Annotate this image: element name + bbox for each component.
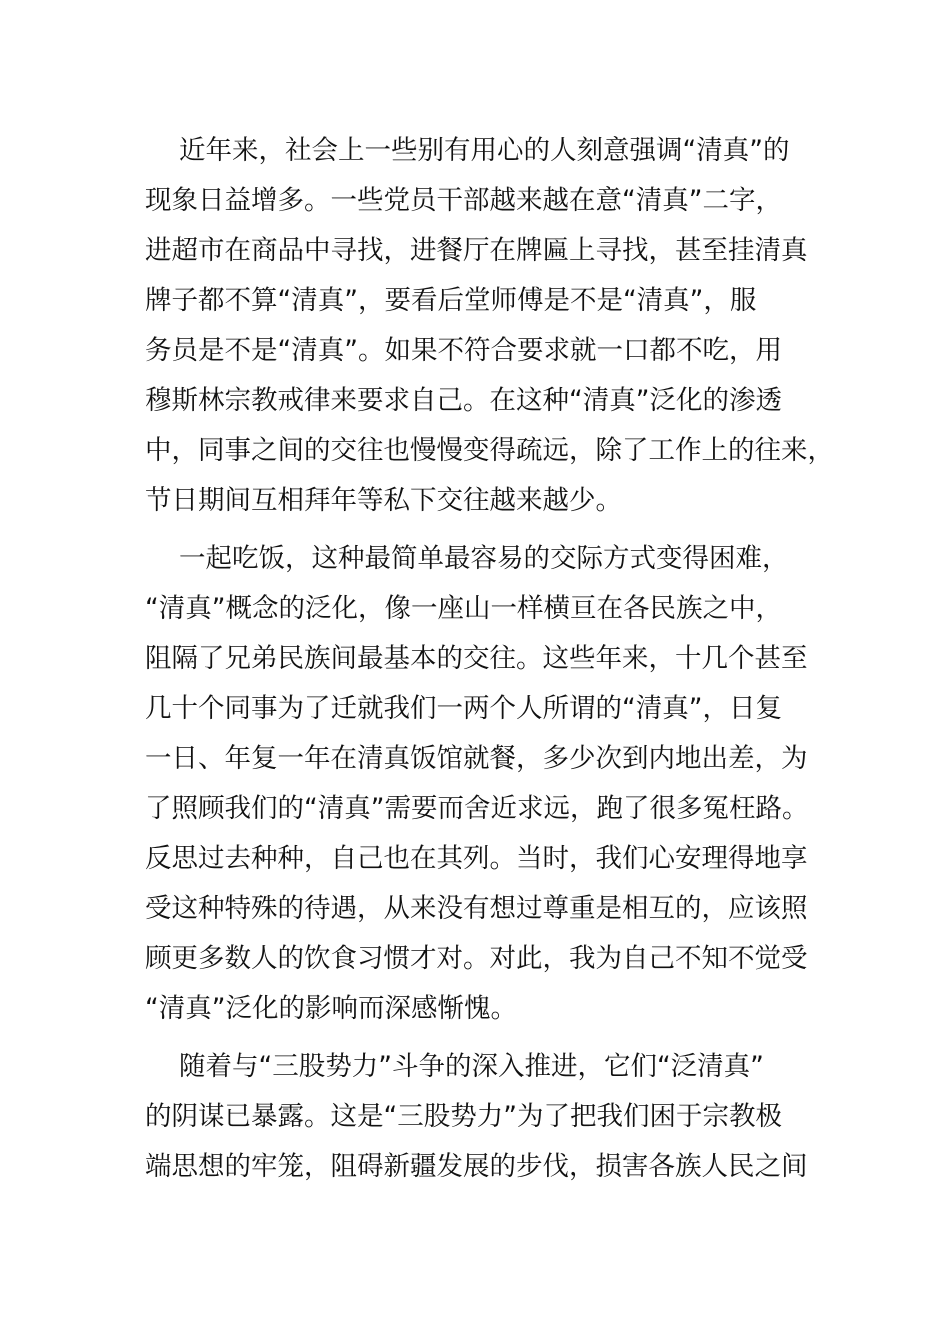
text-line: 现象日益增多。一些党员干部越来越在意“清真”二字，: [145, 185, 782, 216]
text-line: 节日期间互相拜年等私下交往越来越少。: [145, 485, 622, 516]
text-line: 了照顾我们的“清真”需要而舍近求远，跑了很多冤枉路。: [145, 793, 809, 824]
paragraph-spacer: [145, 526, 810, 534]
text-line: 中，同事之间的交往也慢慢变得疏远，除了工作上的往来，: [145, 435, 834, 466]
text-line: “清真”泛化的影响而深感惭愧。: [145, 993, 517, 1024]
text-line: 阻隔了兄弟民族间最基本的交往。这些年来，十几个甚至: [145, 643, 808, 674]
text-line: 顾更多数人的饮食习惯才对。对此，我为自己不知不觉受: [145, 943, 808, 974]
paragraph-1: [145, 126, 834, 526]
text-line: 端思想的牢笼，阻碍新疆发展的步伐，损害各族人民之间: [145, 1151, 808, 1182]
body-text: [145, 126, 834, 1192]
text-line: 几十个同事为了迁就我们一两个人所谓的“清真”，日复: [145, 693, 782, 724]
paragraph-2: [145, 534, 810, 1034]
text-line: 务员是不是“清真”。如果不符合要求就一口都不吃，用: [145, 335, 782, 366]
text-line: 随着与“三股势力”斗争的深入推进，它们“泛清真”: [179, 1051, 764, 1082]
text-line: 牌子都不算“清真”，要看后堂师傅是不是“清真”，服: [145, 285, 757, 316]
text-line: 受这种特殊的待遇，从来没有想过尊重是相互的，应该照: [145, 893, 808, 924]
text-line: 的阴谋已暴露。这是“三股势力”为了把我们困于宗教极: [145, 1101, 782, 1132]
text-line: “清真”概念的泛化，像一座山一样横亘在各民族之中，: [145, 593, 782, 624]
text-line: 穆斯林宗教戒律来要求自己。在这种“清真”泛化的渗透: [145, 385, 782, 416]
text-line: 一日、年复一年在清真饭馆就餐，多少次到内地出差，为: [145, 743, 808, 774]
text-line: 反思过去种种，自己也在其列。当时，我们心安理得地享: [145, 843, 808, 874]
text-line: 近年来，社会上一些别有用心的人刻意强调“清真”的: [179, 135, 790, 166]
paragraph-3: [145, 1042, 810, 1192]
text-line: 进超市在商品中寻找，进餐厅在牌匾上寻找，甚至挂清真: [145, 235, 808, 266]
text-line: 一起吃饭，这种最简单最容易的交际方式变得困难，: [179, 543, 789, 574]
paragraph-spacer: [145, 1034, 810, 1042]
